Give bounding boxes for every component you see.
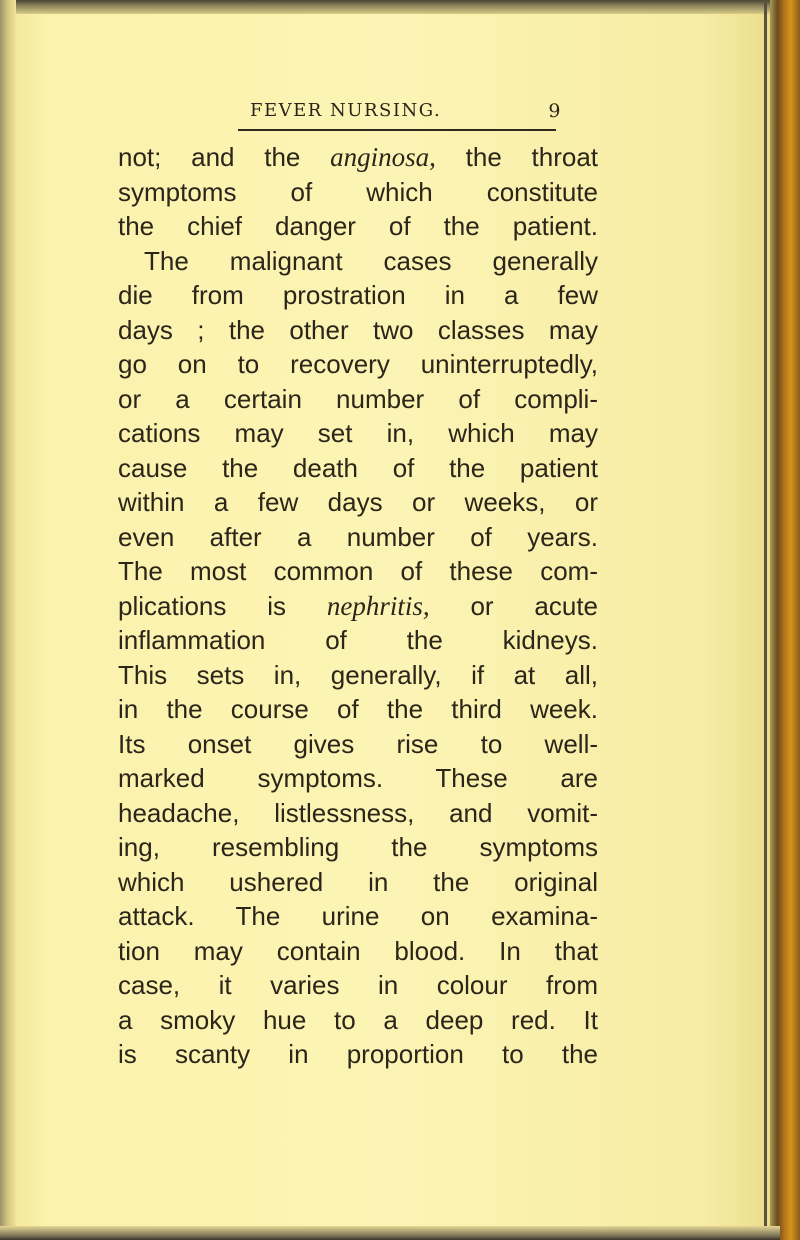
page-bottom-edge xyxy=(0,1226,780,1240)
text-line: ing, resembling the symptoms xyxy=(118,832,598,862)
text-line: cations may set in, which may xyxy=(118,418,598,448)
text-line: in the course of the third week. xyxy=(118,694,598,724)
text-line: within a few days or weeks, or xyxy=(118,487,598,517)
italic-term: anginosa, xyxy=(330,142,436,172)
text-line: a smoky hue to a deep red. It xyxy=(118,1004,598,1035)
text-line: even after a number of years. xyxy=(118,521,598,552)
text-line: inflammation of the kidneys. xyxy=(118,625,598,655)
text-line: not; and the anginosa, the throat xyxy=(118,142,599,172)
text-line: marked symptoms. These are xyxy=(118,763,598,793)
text-line: days ; the other two classes may xyxy=(118,314,598,345)
paragraph-first-line: The malignant cases generally xyxy=(144,245,598,276)
book-spine xyxy=(770,0,800,1240)
spine-shadow-line xyxy=(764,0,767,1240)
running-head xyxy=(250,100,580,130)
text-line: die from prostration in a few xyxy=(118,280,598,310)
text-line: which ushered in the original xyxy=(118,866,598,897)
text-line: is scanty in proportion to the xyxy=(118,1039,598,1069)
page-top-edge xyxy=(0,0,800,14)
page-number: 9 xyxy=(548,100,562,122)
italic-term: nephritis, xyxy=(326,590,430,621)
text-line: case, it varies in colour from xyxy=(118,970,598,1000)
text-line: cause the death of the patient xyxy=(118,452,598,483)
text-line: Its onset gives rise to well- xyxy=(118,728,598,759)
text-line: the chief danger of the patient. xyxy=(118,211,598,241)
header-rule xyxy=(238,129,556,131)
text-line: This sets in, generally, if at all, xyxy=(118,659,598,690)
text-line: attack. The urine on examina- xyxy=(118,901,598,931)
page-left-edge xyxy=(0,0,16,1240)
body-text xyxy=(118,140,598,1072)
text-line: or a certain number of compli- xyxy=(118,383,598,414)
text-line: plications is nephritis, or acute xyxy=(118,590,598,621)
text-line: tion may contain blood. In that xyxy=(118,935,598,966)
text-line: The most common of these com- xyxy=(118,556,598,586)
text-line: go on to recovery uninterruptedly, xyxy=(118,349,598,379)
text-line: headache, listlessness, and vomit- xyxy=(118,797,598,828)
text-line: symptoms of which constitute xyxy=(118,176,598,207)
running-head-title: FEVER NURSING. xyxy=(250,100,442,121)
